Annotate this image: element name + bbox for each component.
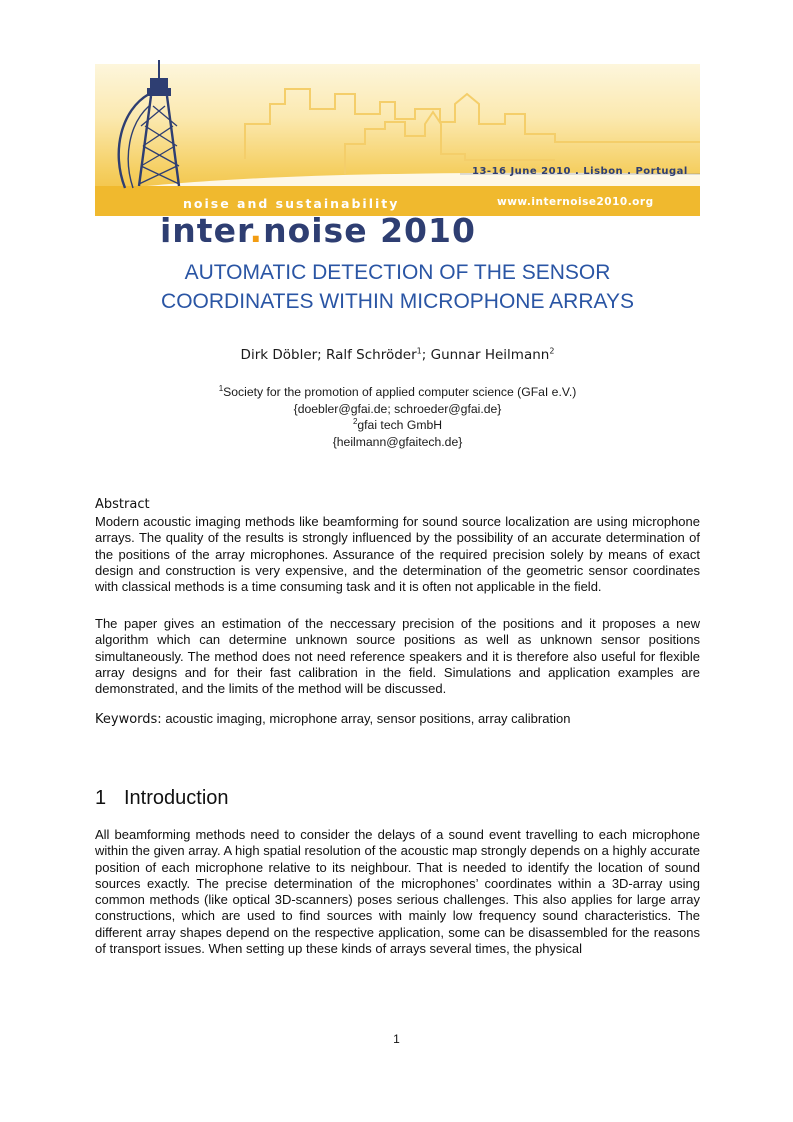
title-line-1: AUTOMATIC DETECTION OF THE SENSOR xyxy=(184,261,611,284)
paper-title xyxy=(95,258,700,316)
affiliation-2-email: {heilmann@gfaitech.de} xyxy=(332,434,463,449)
skyline-illustration xyxy=(95,64,700,216)
keywords-list: acoustic imaging, microphone array, sensor positions, array calibration xyxy=(165,711,571,726)
title-line-2: COORDINATES WITHIN MICROPHONE ARRAYS xyxy=(161,290,634,313)
abstract-heading: Abstract xyxy=(95,497,150,512)
introduction-paragraph: All beamforming methods need to consider the delays of a sound event travelling to each microphone within the given array. A high spatial resolution of the acoustic map strongly depends on a highly accurate position of each microphone relative to its neighbour. That is needed to identify the location of sound sources exactly. The precise determination of the microphones’ coordinates within a 3D-array using common methods (like optical 3D-scanners) poses serious challenges. This also applies for large array constructions, which are used to find sources with mainly low frequency sound characteristics. The different array shapes depend on the respective application, some can be disassembled for the reasons of transport issues. When setting up these kinds of arrays several times, the physical xyxy=(95,827,700,957)
affiliation-1: $^1$Society for the promotion of applied computer science (GFaI e.V.) xyxy=(218,383,577,399)
author-list: Dirk Döbler; Ralf Schröder$^1$; Gunnar Heilmann$^2$ xyxy=(240,346,555,363)
conference-banner xyxy=(95,64,700,250)
conference-url: www.internoise2010.org xyxy=(497,196,654,208)
abstract-paragraph-1: Modern acoustic imaging methods like beamforming for sound source localization are using microphone arrays. The quality of the results is strongly influenced by the possibility of an accurate determination of the positions of the array microphones. Assurance of the required precision solely by means of exact design and construction is very expensive, and the determination of the geometric sensor coordinates with classical methods is a time consuming task and it is often not applicable in the field. xyxy=(95,514,700,595)
conference-tagline: noise and sustainability xyxy=(183,196,400,211)
affiliation-1-email: {doebler@gfai.de; schroeder@gfai.de} xyxy=(293,401,502,416)
conference-logo-text: inter.noise 2010 xyxy=(160,211,476,250)
affiliation-2: $^2$gfai tech GmbH xyxy=(352,416,443,432)
abstract-paragraph-2: The paper gives an estimation of the neccessary precision of the positions and it proposes a new algorithm which can determine unknown source positions as well as unknown sensor positions simultaneously. The method does not need reference speakers and it is therefore also useful for flexible array designs and for their fast calibration in the field. Simulations and application examples are demonstrated, and the limits of the method will be discussed. xyxy=(95,616,700,697)
section-heading-introduction: 1 Introduction xyxy=(95,787,229,809)
affiliations xyxy=(95,384,700,450)
keywords xyxy=(95,711,700,727)
conference-dates: 13-16 June 2010 . Lisbon . Portugal xyxy=(472,166,688,177)
keywords-label: Keywords: xyxy=(95,712,162,727)
page-number: 1 xyxy=(393,1032,400,1046)
